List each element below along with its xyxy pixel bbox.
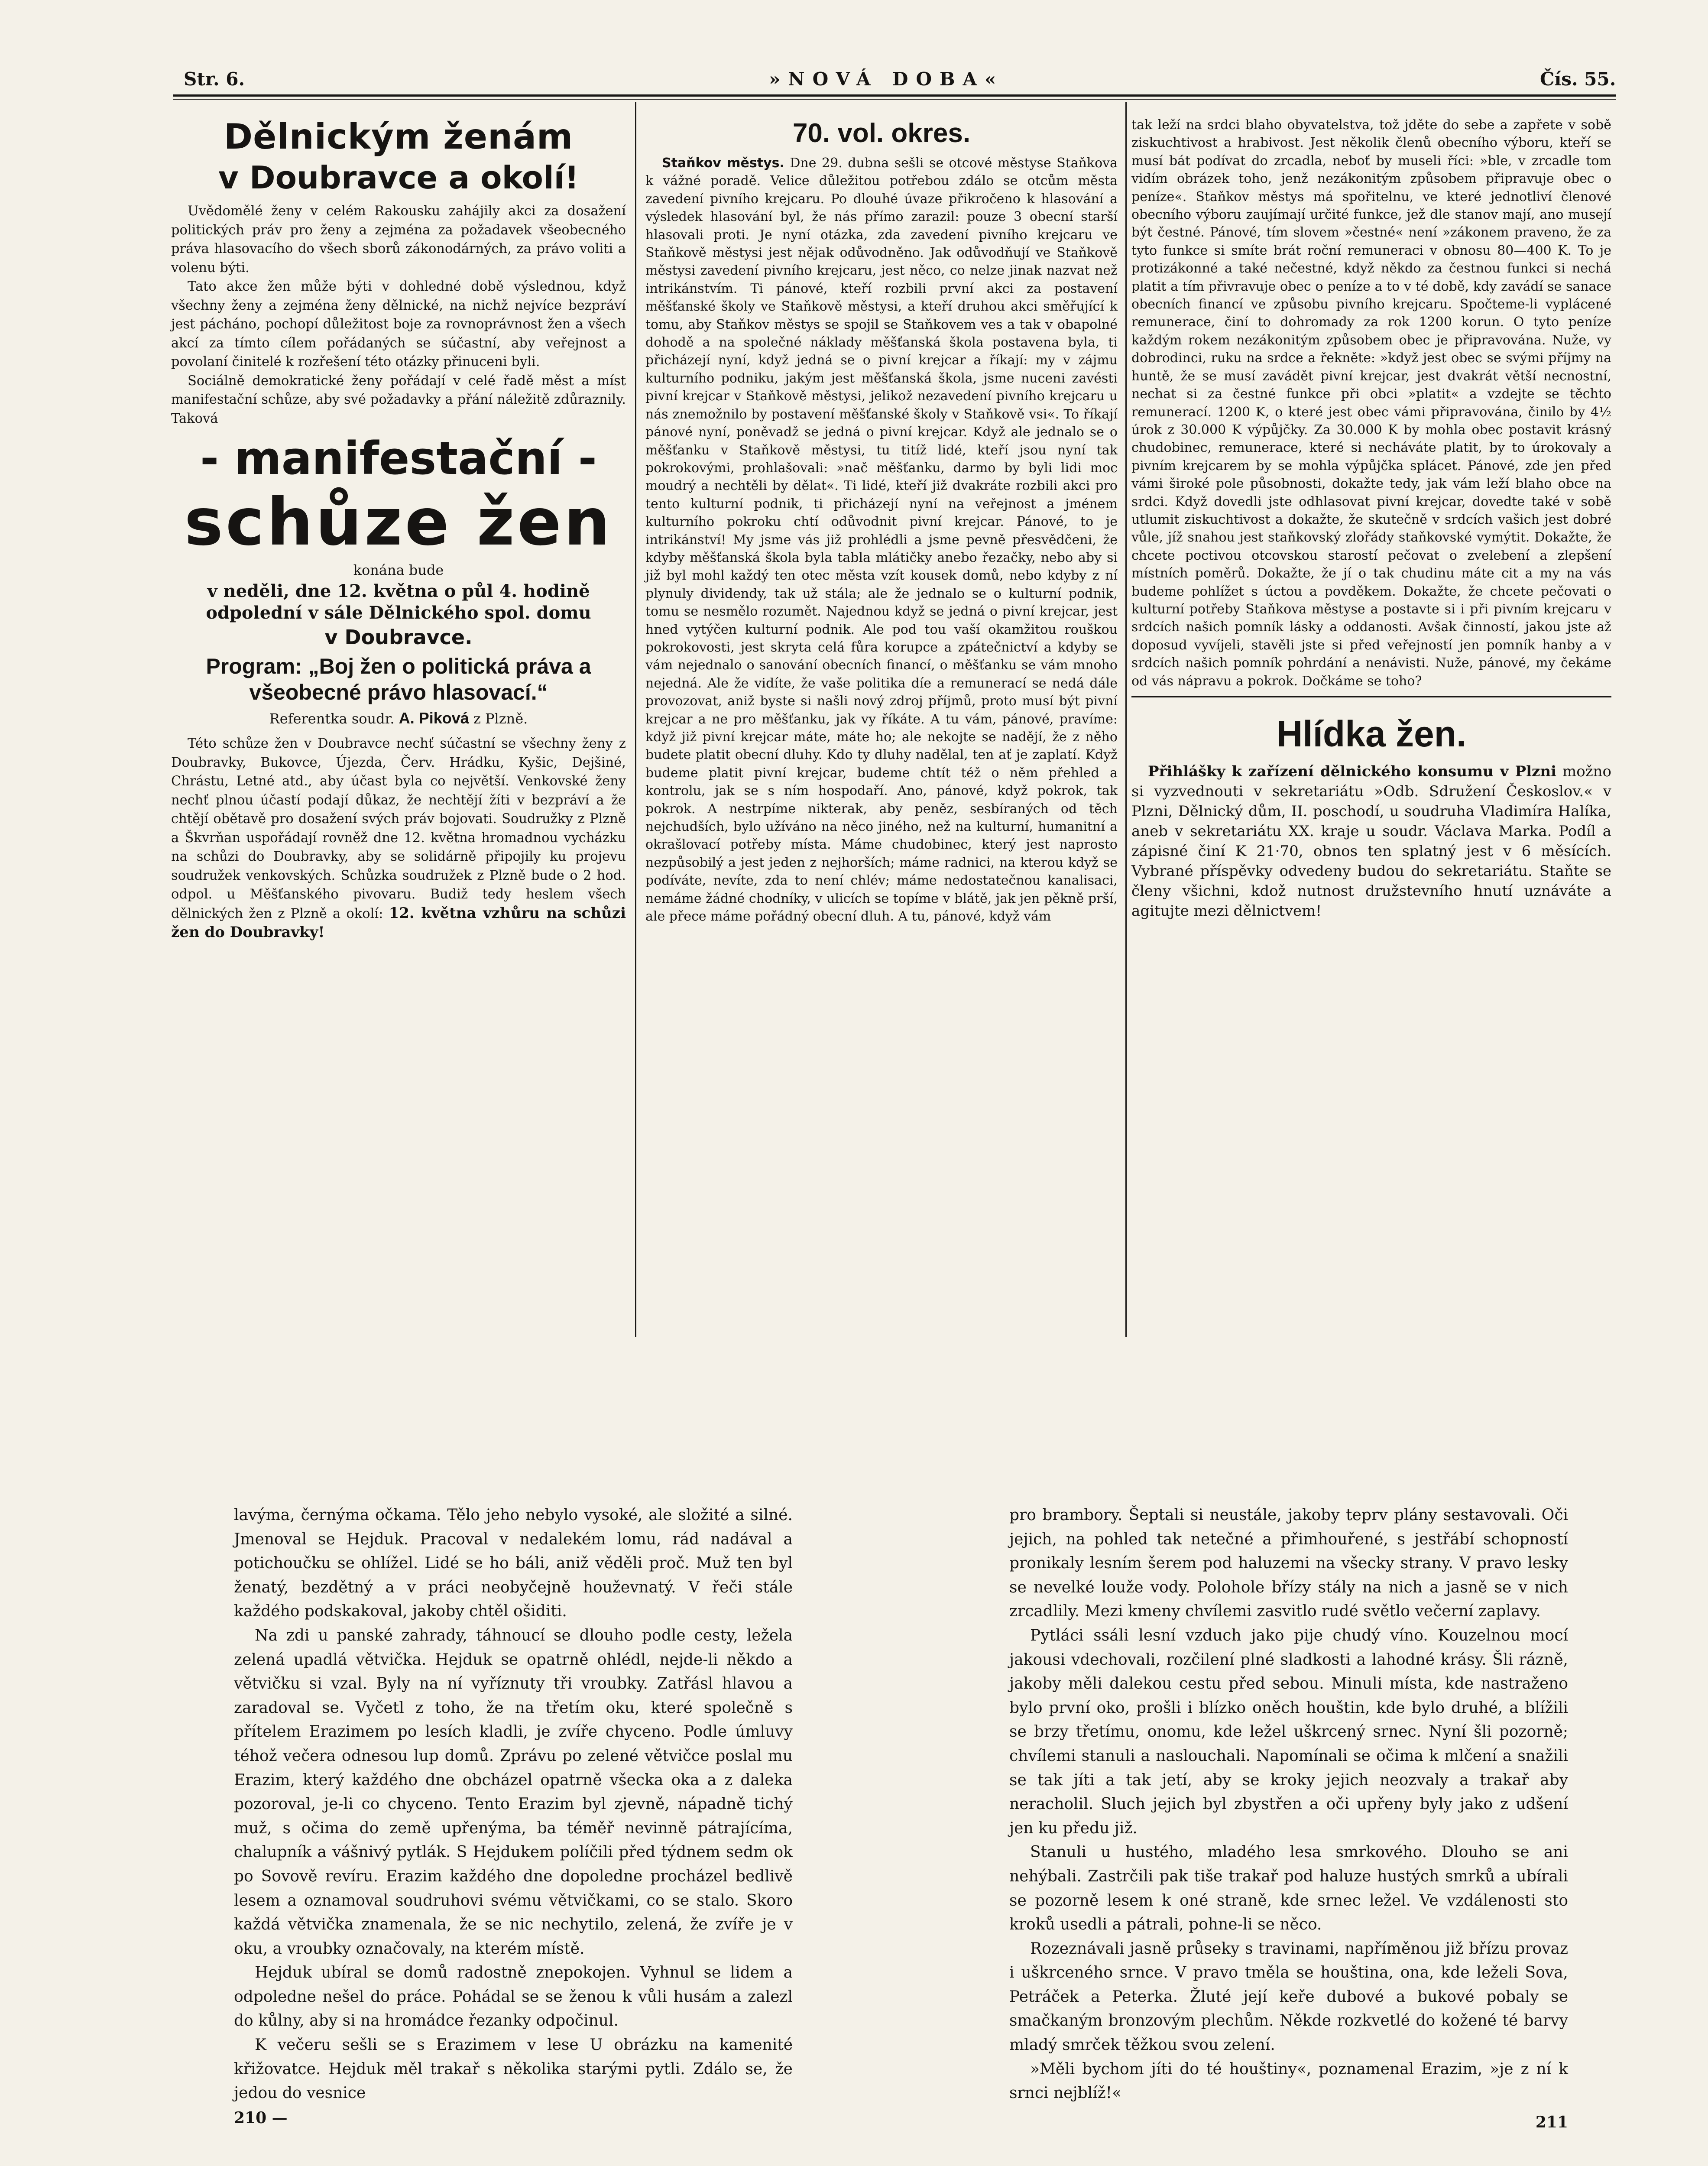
article-staňkov [645, 116, 1118, 925]
paragraph [1131, 762, 1611, 921]
article-lead: Staňkov městys. [662, 156, 784, 171]
headline-2: v Doubravce a okolí! [218, 159, 579, 196]
page-number-left: 210 — [234, 2108, 288, 2127]
paragraph: Tato akce žen může býti v dohledné době výslednou, když všechny ženy a zejména ženy dělnické, na nichž nejvíce bezpráví jest pácháno, pochopí důležitost boje za rovnoprávnost žen a všech akcí za tímto cílem pořádaných se súčastní, aby veřejnost a povolaní činitelé k rozřešení této otázky přinuceni byli. [171, 279, 626, 370]
date-line: v neděli, dne 12. května o půl 4. hodině odpolední v sále Dělnického spol. domu [206, 581, 591, 623]
page-number-label: Str. 6. [184, 68, 245, 90]
story-paragraph: Pytláci ssáli lesní vzduch jako pije chudý víno. Kouzelnou mocí jakousi vdechovali, rozčilení plné sladkosti a lahodné krásy. Šli rázně, jakoby měli dalekou cestu před sebou. Minuli místa, kde nastraženo bylo první oko, prošli i blízko oněch houštin, kde bylo druhé, a blížili se brzy třetímu, onomu, kde ležel uškrcený srnec. Nyní šli pozorně; chvílemi stanuli a naslouchali. Napomínali se očima k mlčení a snažili se tak jíti a tak jetí, aby se kroky jejich neozvaly a trakař aby neracholil. Sluch jejich byl zbystřen a oči upřeny byly jako z udšení jen ku předu již. [1009, 1626, 1568, 1837]
header-rule-thin [173, 99, 1616, 100]
referent-prefix: Referentka soudr. [269, 710, 395, 727]
referent-name: A. Piková [399, 709, 469, 727]
konana-label: konána bude [353, 562, 444, 578]
column-divider-1 [635, 102, 636, 1337]
closing-slogan: 12. května vzhůru na schůzi žen do Doubravky! [171, 904, 626, 941]
story-paragraph: pro brambory. Šeptali si neustále, jakoby teprv plány sestavovali. Oči jejich, na pohled tak netečné a přimhouřené, s jestřábí schopností pronikaly lesním šerem pod haluzemi na všecky strany. V pravo lesky se nevelké louže vody. Polohole břízy stály na nich a jasně se v nich zrcadlily. Mezi kmeny chvílemi zasvitlo rudé světlo večerní zaplavy. [1009, 1506, 1568, 1621]
hlidka-lead: Přihlášky k zařízení dělnického konsumu v Plzni [1148, 763, 1556, 780]
story-paragraph: Na zdi u panské zahrady, táhnoucí se dlouho podle cesty, ležela zelená upadlá větvička. Hejduk se opatrně ohlédl, nejde-li někdo a větvičku si vzal. Byly na ní vyříznuty tři vroubky. Zatřásl hlavou a zaradoval se. Vyčetl z toho, že na třetím oku, které společně s přítelem Erazimem po lesích kladli, je zvíře chyceno. Podle úmluvy téhož večera odnesou lup domů. Zprávu po zelené větvičce poslal mu Erazim, který každého dne obcházel opatrně všecka oka a z daleka pozoroval, je-li co chyceno. Tento Erazim byl zjevně, nápadně tichý muž, s očima do země upřenýma, ba téměř nevinně pátrajícíma, chalupník a vášnivý pytlák. S Hejdukem políčili před týdnem sedm ok po Sovově revíru. Erazim každého dne dopoledne procházel bedlivě lesem a oznamoval soudruhovi svému větvičkami, co se stalo. Skoro každá větvička znamenala, že se nic nechytilo, zelená, že zvíře je v oku, a vroubky označovaly, na kterém místě. [234, 1626, 793, 1958]
program-line: Program: „Boj žen o politická práva a všeobecné právo hlasovací.“ [206, 654, 591, 704]
paragraph [645, 154, 1118, 925]
story-paragraph: Rozeznávali jasně průseky s travinami, napříměnou již břízu provaz i uškrceného srnce. V pravo tměla se houština, ona, kde leželi Sova, Petráček a Peterka. Žluté její keře dubové a bukové pobaly se smačkaným bronzovým plechům. Někde rozkvetlé do kožené té barvy mladý smrček těžkou svou zelení. [1009, 1939, 1568, 2054]
paragraph-text: Této schůze žen v Doubravce nechť súčastní se všechny ženy z Doubravky, Bukovce, Újezda, Červ. Hrádku, Kyšic, Dejšiné, Chrástu, Letné atd., aby účast byla co největší. Venkovské ženy nechť plnou účastí podají důkaz, že nechtějí žíti v bezpráví a že chtějí obětavě pro dosažení svých práv bojovati. Soudružky z Plzně a Škvrňan uspořádají rovněž dne 12. května hromadnou vycházku na schůzi do Doubravky, aby se solidárně připojily ku projevu soudružek venkovských. Schůzka soudružek z Plzně bude o 2 hod. odpol. u Měšťanského pivovaru. Budiž tedy heslem všech dělnických žen z Plzně a okolí: [171, 736, 626, 921]
paragraph: Sociálně demokratické ženy pořádají v celé řadě měst a míst manifestační schůze, aby své požadavky a přání náležitě zdůraznily. Taková [171, 373, 626, 426]
big-title-manifestacni: - manifestační - [200, 432, 597, 485]
big-title-schuze-zen: schůze žen [184, 485, 613, 560]
paragraph: Uvědomělé ženy v celém Rakousku zahájily akci za dosažení politických práv pro ženy a zejména za požadavek všeobecného práva hlasovacího do všech sborů zákonodárných, za právo voliti a volenu býti. [171, 204, 626, 276]
section-title-hlidka-zen: Hlídka žen. [1276, 713, 1467, 754]
referent-line [171, 708, 626, 729]
section-divider [1131, 696, 1611, 697]
paragraph [171, 734, 626, 943]
header-rule [173, 94, 1616, 97]
column-divider-2 [1125, 102, 1127, 1337]
story-paragraph: »Měli bychom jíti do té houštiny«, poznamenal Erazim, »je z ní k srnci nejblíž!« [1009, 2060, 1568, 2102]
referent-suffix: z Plzně. [473, 710, 528, 727]
paragraph-text: Dne 29. dubna sešli se otcové městyse Staňkova k vážné poradě. Velice důležitou potřebou zdálo se otcům města zavedení pivního krejcaru. Po dlouhé úvaze přikročeno k hlasování a výsledek hlasování byl, že nás přímo zarazil: pouze 3 obecní starší hlasovali proti. Je nyní otázka, zda zavedení pivního krejcaru ve Staňkově městysi jest nějak odůvodněno. Jak odůvodňují ve Staňkově městysi zavedení pivního krejcaru, jest něco, co nelze jinak nazvat než intrikánstvím. Ti pánové, kteří rozbili první akci za postavení měšťanské školy ve Staňkově městysi, a kteří druhou akci směřující k tomu, aby Staňkov městys se spojil se Staňkovem ves a tak v obapolné dohodě a na společné náklady měšťanská škola postavena byla, ti přicházejí nyní, když jedná se o pivní krejcar a říkají: my v zájmu kulturního podniku, jakým jest měšťanská škola, jsme nuceni zavésti pivní krejcar v Staňkově městysi, jelikož nezavedení pivního krejcaru u nás znemožnilo by postavení měšťanské školy v Staňkově vsi«. To říkají pánové nyní, poněvadž se jedná o pivní krejcar. Když ale jednalo se o měšťanku v Staňkově městysi, tu titíž lidé, kteří jsou nyní tak pokrokovými, prohlašovali: »nač měšťanku, darmo by byli lidi moc moudrý a nechtěli by dělat«. Ti lidé, kteří již dvakráte rozbili akci pro tento kulturní podnik, ti přicházejí nyní na veřejnost a jménem kulturního pokroku chtí odůvodnit pivní krejcar. Pánové, to je intrikánství! My jsme vás již prohlédli a jsme pevně přesvědčeni, že kdyby měšťanská škola byla tabla mlátičky anebo řezačky, nebo aby si již byl mohl každý ten otec města vzít kousek domů, nebo kdyby z ní plynuly dividendy, tak už stála; ale že jednalo se o kulturní podnik, tomu se nesmělo rozumět. Najednou když se jedná o pivní krejcar, jest hned vytýčen kulturní podnik. Ale pod tou vaší okamžitou rouškou pokrokovosti, jest skryta celá fůra korupce a zpátečnictví a kdyby se vám nejednalo o sanování obecních financí, o měšťanku se vám mnoho nejedná. Ale že vidíte, že vaše politika díe a remunerací se nedá dále provozovat, aniž byste si našli nový zdroj příjmů, proto musí být pivní krejcar a ne pro měšťanku, jak vy říkáte. A tu vám, pánové, pravíme: když již pivní krejcar máte, máte ho; ale nekojte se nadějí, že z něho budete platit obecní dluhy. Kdo ty dluhy nadělal, ten ať je zaplatí. Když budeme platit pivní krejcar, budeme chtít též o něm přehled a kontrolu, jak se s ním hospodaří. Ano, pánové, když pokrok, tak pokrok. A nestrpíme nikterak, aby peněz, sesbíraných od těch nejchudších, bylo užíváno na něco jiného, než na kulturní, humanitní a okrašlovací potřeby místa. Máme chudobinec, který jest naprosto nezpůsobilý a jest jeden z nejhorších; máme radnici, na kterou když se podíváte, nevíte, zda to není chlév; máme nedostatečnou kanalisaci, nemáme žádné chodníky, v ulicích se topíme v blátě, jak jen pěkně prší, ale přece máme pořádný obecní dluh. A tu, pánové, když vám [645, 156, 1118, 924]
paragraph: tak leží na srdci blaho obyvatelstva, tož jděte do sebe a zapřete v sobě ziskuchtivost a hrabivost. Jest několik členů obecního výboru, kteří se musí bát podívat do zrcadla, neboť by museli říci: »ble, v zrcadle tom vidím obrázek toho, jenž nezákonitým způsobem připravuje obec o peníze«. Staňkov městys má spořitelnu, ve které jednotliví členové obecního výboru zaujímají určité funkce, jež dle stanov mají, ano musejí být čestné. Pánové, tím slovem »čestné« není »zákonem praveno, že za tyto funkce si smíte brát roční remuneraci v obnosu 80—400 K. To je protizákonné a také nečestné, když někdo za čestnou funkci si nechá platit a tím přivravuje obec o peníze a to v té době, kdy zavádí se sanace obecních financí ve způsobu pivního krejcaru. Spočteme-li vyplácené remunerace, činí to dohromady za rok 1200 korun. O tyto peníze každým rokem nezákonitým způsobem obec je připravována. Nuže, vy dobrodinci, ruku na srdce a řekněte: »když jest obec se svými příjmy na huntě, že se musí zavádět pivní krejcar, jest dvakrát větší necnostní, nechat si za čestné funkce při obci »platit« a vzdejte se těchto remunerací. 1200 K, o které jest obec vámi připravována, činilo by 4½ úrok z 30.000 K výpůjčky. Za 30.000 K by mohla obec postavit krásný chudobinec, remunerace, které si necháváte platit, by to úrokovaly a pivním krejcarem by se mohla výpůjčka splácet. Pánové, zde jen před vámi široké pole působnosti, dokažte tedy, jak vám leží blaho obce na srdci. Když dovedli jste odhlasovat pivní krejcar, dovedte také v sobě utlumit ziskuchtivost a dokažte, že skutečně v srdcích vašich jest dobré vůle, jíž snahou jest staňkovský zlořády staňkovské vymýtit. Dokažte, že chcete poctivou otcovskou starostí pečovat o zvelebení a zlepšení místních poměrů. Dokažte, že jí o tak chudinu máte cit a my na vás budeme pohlížet s úctou a povděkem. Dokažte, že chcete pečovati o kulturní potřeby Staňkova městyse a postavte si i při pivním krejcaru v srdcích našich pomník lásky a oddanosti. Avšak činností, jakou jste až doposud vyvíjeli, stavěli jste si před veřejností jen pomník hanby a v srdcích našich pomník pohrdání a nenávisti. Nuže, pánové, my čekáme od vás nápravu a pokrok. Dočkáme se toho? [1131, 117, 1611, 689]
headline-1: Dělnickým ženám [224, 117, 574, 157]
story-paragraph: Hejduk ubíral se domů radostně znepokojen. Vyhnul se lidem a odpoledne nešel do práce. Pohádal se se ženou k vůli husám a zalezl do kůlny, aby si na hromádce řezanky odpočinul. [234, 1964, 793, 2030]
article-women-doubravka [171, 116, 626, 943]
story-paragraph: Stanuli u hustého, mladého lesa smrkového. Dlouho se ani nehýbali. Zastrčili pak tiše trakař pod haluze hustých smrků a ubírali se pozorně lesem k oné straně, kde srnec ležel. Ve vzdálenosti sto kroků usedli a pátrali, pohne-li se něco. [1009, 1843, 1568, 1934]
story-paragraph: K večeru sešli se s Erazimem v lese U obrázku na kamenité křižovatce. Hejduk měl trakař s několika starými pytli. Zdálo se, že jedou do vesnice [234, 2036, 793, 2102]
newspaper-title: »NOVÁ DOBA« [769, 68, 1004, 90]
place-line: v Doubravce. [324, 626, 473, 649]
article-staňkov-continued [1131, 116, 1611, 921]
story-paragraph: lavýma, černýma očkama. Tělo jeho nebylo vysoké, ale složité a silné. Jmenoval se Hejduk. Pracoval v nedalekém lomu, rád nadával a potichoučku se ohlížel. Lidé se ho báli, aniž věděli proč. Muž ten byl ženatý, bezdětný a v práci neobyčejně houževnatý. V řeči stále každého podskakoval, jakoby chtěl ošiditi. [234, 1506, 793, 1621]
issue-number: Čís. 55. [1540, 68, 1616, 90]
paragraph-text: možno si vyzvednouti v sekretariátu »Odb. Sdružení Českoslov.« v Plzni, Dělnický dům, II. poschodí, u soudruha Vladimíra Halíka, aneb v sekretariátu XX. kraje u soudr. Václava Marka. Podíl a zápisné činí K 21·70, obnos ten splatný jest v 6 měsících. Vybrané příspěvky odvedeny budou do sekretariátu. Staňte se členy všichni, kdož nutnost družstevního hnutí uznáváte a agitujte mezi dělnictvem! [1131, 763, 1611, 920]
section-title-70-okres: 70. vol. okres. [792, 118, 971, 148]
story-right-column [1009, 1503, 1568, 2134]
story-left-column [234, 1503, 793, 2130]
page-number-right: 211 [1535, 2113, 1568, 2131]
